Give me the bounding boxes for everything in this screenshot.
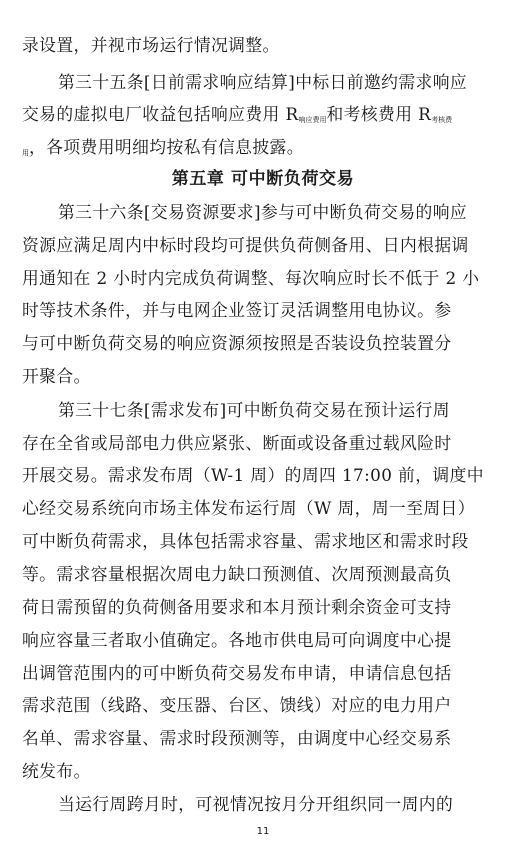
text-line: 第三十七条[需求发布]可中断负荷交易在预计运行周 xyxy=(58,400,450,420)
text-line: 统发布。 xyxy=(22,761,91,781)
text-line: 与可中断负荷交易的响应资源须按照是否装设负控装置分 xyxy=(22,333,452,353)
text-line: 资源应满足周内中标时段均可提供负荷侧备用、日内根据调 xyxy=(22,235,469,255)
text-line: 存在全省或局部电力供应紧张、断面或设备重过载风险时 xyxy=(22,433,452,453)
subscript: 用 xyxy=(22,149,29,157)
subscript: 考核费 xyxy=(431,116,453,124)
text-line xyxy=(22,103,504,131)
text-line: 响应容量三者取小值确定。各地市供电局可向调度中心提 xyxy=(22,630,452,650)
chapter-heading: 第五章 可中断负荷交易 xyxy=(171,169,355,189)
text-line: 当运行周跨月时，可视情况按月分开组织同一周内的 xyxy=(58,794,454,814)
text-line: 名单、需求容量、需求时段预测等，由调度中心经交易系 xyxy=(22,728,452,748)
text-line: 录设置，并视市场运行情况调整。 xyxy=(22,35,280,55)
text-segment: 和考核费用 R xyxy=(326,104,432,124)
page-number: 11 xyxy=(256,826,270,837)
text-line: 等。需求容量根据次周电力缺口预测值、次周预测最高负 xyxy=(22,564,452,584)
text-line: 需求范围（线路、变压器、台区、馈线）对应的电力用户 xyxy=(22,695,452,715)
text-line: 时等技术条件，并与电网企业签订灵活调整用电协议。参 xyxy=(22,300,452,320)
text-line xyxy=(22,136,504,164)
text-line: 荷日需预留的负荷侧备用要求和本月预计剩余资金可支持 xyxy=(22,597,452,617)
text-line: 第三十五条[日前需求响应结算]中标日前邀约需求响应 xyxy=(58,72,468,92)
text-line: 出调管范围内的可中断负荷交易发布申请，申请信息包括 xyxy=(22,663,452,683)
text-line: 可中断负荷需求，具体包括需求容量、需求地区和需求时段 xyxy=(22,531,469,551)
text-line: 第三十六条[交易资源要求]参与可中断负荷交易的响应 xyxy=(58,202,468,222)
text-line: 用通知在 2 小时内完成负荷调整、每次响应时长不低于 2 小 xyxy=(22,268,480,288)
text-segment: ，各项费用明细均按私有信息披露。 xyxy=(29,137,304,157)
text-line: 开聚合。 xyxy=(22,366,91,386)
text-line: 开展交易。需求发布周（W-1 周）的周四 17:00 前，调度中 xyxy=(22,465,484,485)
text-line: 心经交易系统向市场主体发布运行周（W 周，周一至周日） xyxy=(22,498,475,518)
text-segment: 交易的虚拟电厂收益包括响应费用 R xyxy=(22,104,299,124)
subscript: 响应费用 xyxy=(298,116,327,124)
